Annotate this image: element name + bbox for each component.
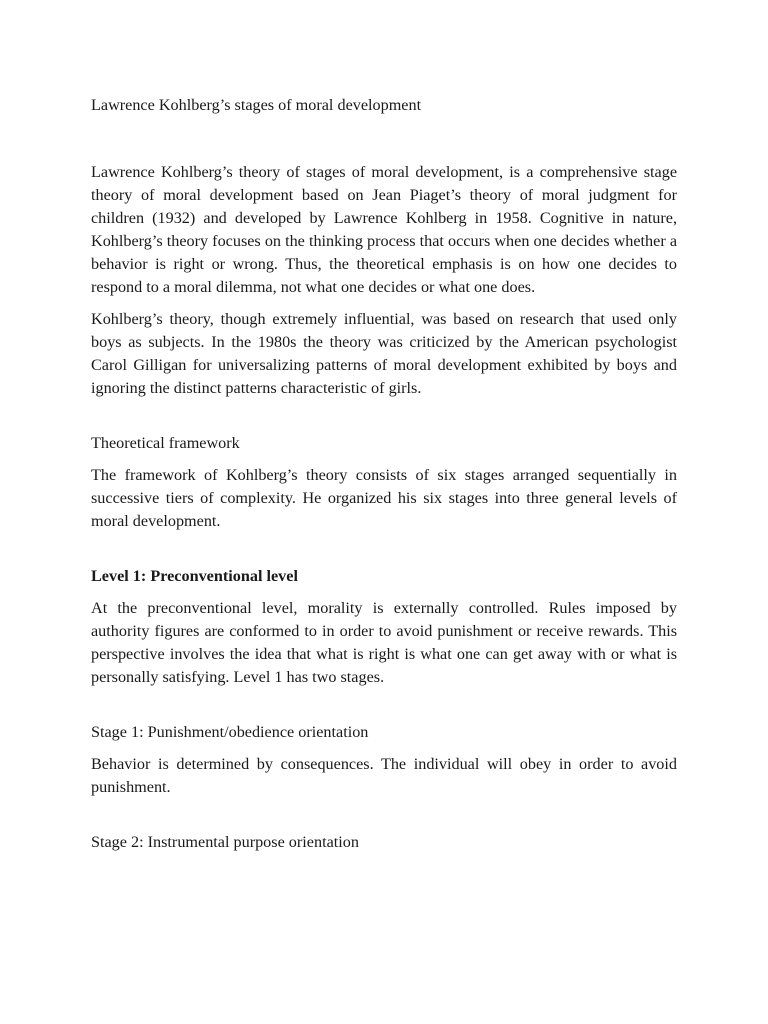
stage1-heading: Stage 1: Punishment/obedience orientation xyxy=(91,723,369,741)
level1-heading: Level 1: Preconventional level xyxy=(91,567,298,585)
framework-paragraph: The framework of Kohlberg’s theory consists of six stages arranged sequentially in successive tiers of complexity. He organized his six stages into three general levels of moral development. xyxy=(91,466,677,530)
level1-paragraph: At the preconventional level, morality is externally controlled. Rules imposed by authority figures are conformed to in order to avoid punishment or receive rewards. This perspective involves the idea that what is right is what one can get away with or what is personally satisfying. Level 1 has two stages. xyxy=(91,599,677,686)
document-title: Lawrence Kohlberg’s stages of moral development xyxy=(91,96,422,114)
intro-paragraph-2: Kohlberg’s theory, though extremely influential, was based on research that used only boys as subjects. In the 1980s the theory was criticized by the American psychologist Carol Gilligan for universalizing patterns of moral development exhibited by boys and ignoring the distinct patterns characteristic of girls. xyxy=(91,310,677,397)
stage2-heading: Stage 2: Instrumental purpose orientation xyxy=(91,833,359,851)
document-page xyxy=(91,94,677,854)
intro-paragraph-1: Lawrence Kohlberg’s theory of stages of moral development, is a comprehensive stage theory of moral development based on Jean Piaget’s theory of moral judgment for children (1932) and developed by Lawrence Kohlberg in 1958. Cognitive in nature, Kohlberg’s theory focuses on the thinking process that occurs when one decides whether a behavior is right or wrong. Thus, the theoretical emphasis is on how one decides to respond to a moral dilemma, not what one decides or what one does. xyxy=(91,163,677,296)
framework-heading: Theoretical framework xyxy=(91,434,240,452)
stage1-paragraph: Behavior is determined by consequences. The individual will obey in order to avoid punishment. xyxy=(91,755,677,796)
